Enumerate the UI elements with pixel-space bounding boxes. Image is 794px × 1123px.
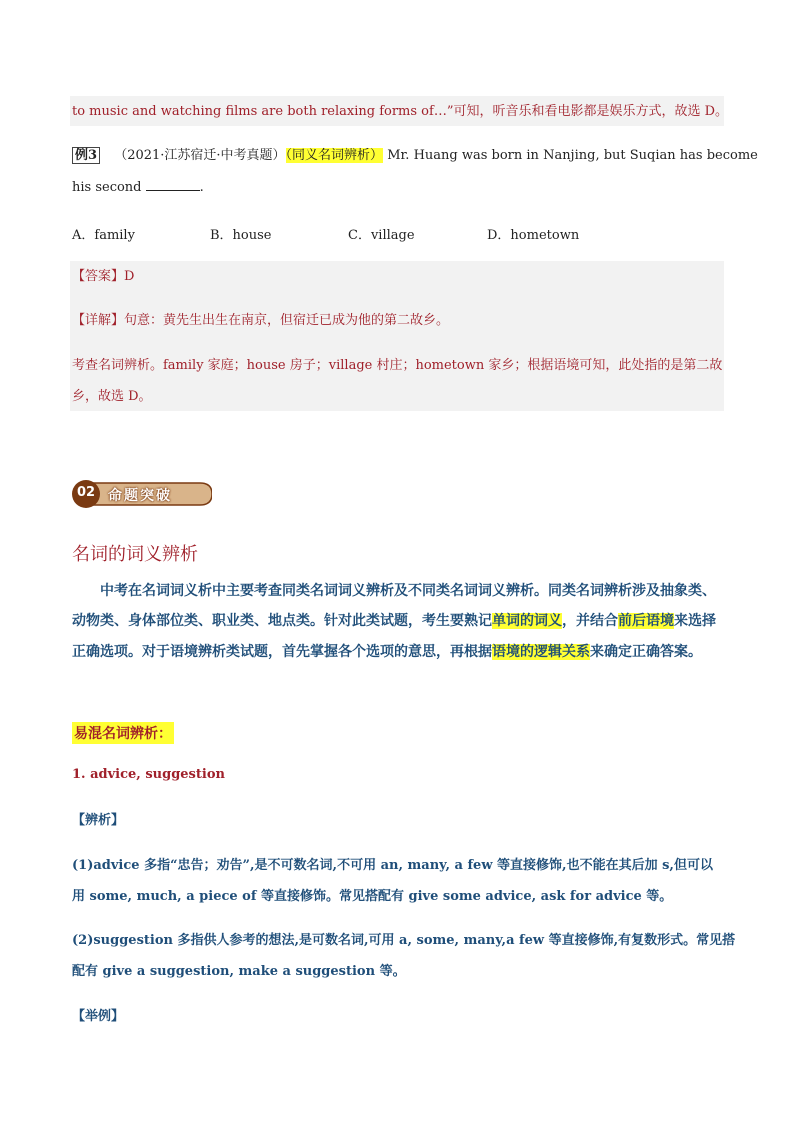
suggestion-line-2: 配有 give a suggestion, make a suggestion 等。 [72, 964, 406, 979]
intro-3a: 正确选项。对于语境辨析类试题，首先掌握各个选项的意思，再根据 [72, 644, 492, 660]
intro-2b: ，并结合 [562, 613, 618, 629]
intro-highlight-word-meaning: 单词的词义 [492, 613, 562, 629]
intro-3b: 来确定正确答案。 [590, 644, 702, 660]
example-tag: （同义名词辨析） [285, 148, 384, 163]
answer-value: D [124, 269, 135, 284]
analysis-label: 【辨析】 [72, 813, 125, 828]
detail-line-2: 考查名词辨析。family 家庭；house 房子；village 村庄；hometown 家乡；根据语境可知，此处指的是第二故 [72, 358, 723, 373]
option-d: D．hometown [487, 228, 580, 243]
answer-line [72, 267, 134, 287]
badge-text: 命题突破 [108, 488, 172, 504]
answer-blank [146, 178, 200, 191]
example-3-question-line2 [72, 178, 204, 198]
example-label-bottom: 【举例】 [72, 1009, 125, 1024]
detail-line-3: 乡，故选 D。 [72, 389, 152, 404]
option-c: C．village [348, 228, 415, 243]
question-end: . [199, 180, 204, 195]
advice-line-2: 用 some, much, a piece of 等直接修饰。常见搭配有 give some advice, ask for advice 等。 [72, 889, 673, 904]
example-source: （2021·江苏宿迁·中考真题） [114, 148, 286, 163]
intro-2c: 来选择 [674, 613, 716, 629]
intro-line-2 [72, 610, 716, 630]
detail-line-1 [72, 311, 449, 331]
answer-box [70, 261, 724, 411]
section-title: 名词的词义辨析 [72, 544, 198, 565]
example-label: 例3 [72, 147, 100, 164]
intro-line-3 [72, 641, 702, 661]
detail-label: 【详解】 [72, 313, 125, 328]
intro-2a: 动物类、身体部位类、职业类、地点类。针对此类试题，考生要熟记 [72, 613, 492, 629]
intro-highlight-logic: 语境的逻辑关系 [492, 644, 590, 660]
suggestion-line-1: (2)suggestion 多指供人参考的想法,是可数名词,可用 a, some, many,a few 等直接修饰,有复数形式。常见搭 [72, 933, 736, 948]
badge-number: 02 [76, 485, 96, 500]
advice-line-1: (1)advice 多指“忠告；劝告”,是不可数名词,不可用 an, many, a few 等直接修饰,也不能在其后加 s,但可以 [72, 858, 713, 873]
detail-text-1: 句意：黄先生出生在南京，但宿迁已成为他的第二故乡。 [124, 313, 450, 328]
item-1-title: 1. advice, suggestion [72, 767, 225, 782]
intro-highlight-context: 前后语境 [618, 613, 674, 629]
confusing-nouns-heading: 易混名词辨析： [72, 722, 174, 744]
section-badge [72, 479, 212, 509]
option-b: B．house [210, 228, 272, 243]
intro-line-1: 中考在名词词义析中主要考查同类名词词义辨析及不同类名词词义辨析。同类名词辨析涉及抽象类、 [100, 583, 716, 599]
question-part-1: Mr. Huang was born in Nanjing, but Suqian has become [387, 148, 758, 163]
option-a: A．family [72, 228, 135, 243]
prev-explanation-text: to music and watching films are both relaxing forms of…”可知，听音乐和看电影都是娱乐方式，故选 D。 [72, 104, 729, 119]
example-3-question [72, 146, 758, 166]
question-part-2: his second [72, 180, 142, 195]
answer-label: 【答案】 [72, 269, 125, 284]
